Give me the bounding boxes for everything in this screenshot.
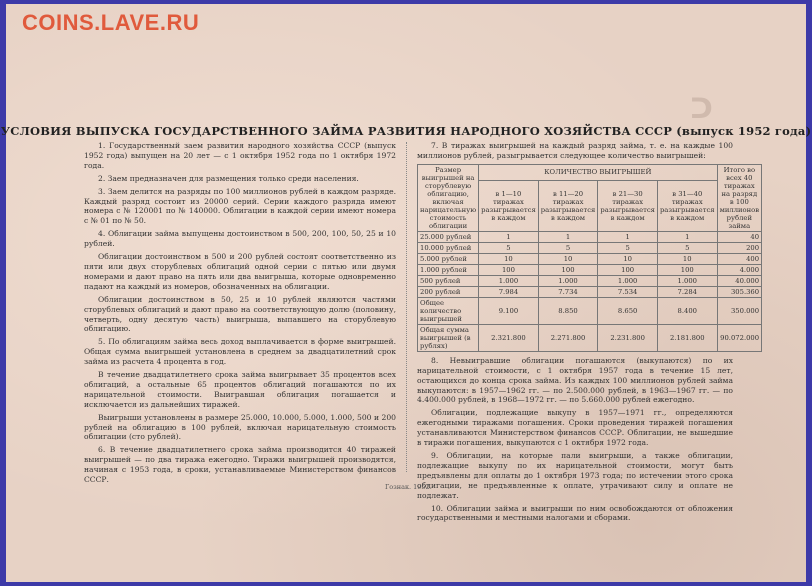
table-header-cell: в 31—40 тиражах разыгрывается в каждом	[657, 180, 717, 231]
table-cell: 1.000 рублей	[418, 264, 479, 275]
table-cell: 8.850	[538, 297, 598, 324]
table-cell: 25.000 рублей	[418, 231, 479, 242]
table-cell: 5	[598, 242, 658, 253]
faded-stamp-mark: ᑐ	[690, 92, 713, 125]
paragraph: 9. Облигации, на которые пали выигрыши, а также облигации, подлежащие выкупу по их нарицательной стоимости, могут быть предъявлены для оплаты до 1 октября 1973 года; по истечении этого срока облигации, не предъявленные к оплате, утрачивают силу и оплате не подлежат.	[417, 450, 733, 500]
watermark: COINS.LAVE.RU	[22, 10, 200, 35]
table-header-cell: КОЛИЧЕСТВО ВЫИГРЫШЕЙ	[479, 164, 717, 180]
table-cell: 200	[717, 242, 762, 253]
table-header-cell: Итого во всех 40 тиражах на разряд в 100 миллионов рублей займа	[717, 164, 762, 231]
column-divider	[406, 142, 407, 472]
table-cell: 10	[657, 253, 717, 264]
table-cell: 5	[479, 242, 539, 253]
table-header-row	[418, 164, 762, 180]
table-cell: 100	[657, 264, 717, 275]
winnings-table	[417, 164, 762, 352]
table-row	[418, 242, 762, 253]
table-header-cell: в 21—30 тиражах разыгрывается в каждом	[598, 180, 658, 231]
paragraph: 6. В течение двадцатилетнего срока займа производится 40 тиражей выигрышей — по два тиража ежегодно. Тиражи выигрышей производятся, начиная с 1953 года, в сроки, устанавливаемые Министерством финансов СССР.	[84, 445, 396, 485]
table-cell: 7.984	[479, 286, 539, 297]
table-row	[418, 286, 762, 297]
paragraph: Облигации достоинством в 50, 25 и 10 рублей являются частями сторублевых облигаций и дают право на соответствующую долю (половину, четверть, одну десятую часть) выигрыша, выпавшего на сторублевую облигацию.	[84, 294, 396, 334]
table-total-row	[418, 297, 762, 324]
table-cell: 200 рублей	[418, 286, 479, 297]
table-cell: 5	[538, 242, 598, 253]
table-cell: 7.284	[657, 286, 717, 297]
printer-footnote: Гознак. 1952.	[385, 483, 432, 491]
table-cell: 40.000	[717, 275, 762, 286]
paragraph: 4. Облигации займа выпущены достоинством в 500, 200, 100, 50, 25 и 10 рублей.	[84, 229, 396, 249]
paragraph: 3. Заем делится на разряды по 100 миллионов рублей в каждом разряде. Каждый разряд состоит из 20000 серий. Серии каждого разряда имеют номера с № 120001 по № 140000. Облигации в каждой серии имеют номера с № 01 по № 50.	[84, 186, 396, 226]
table-cell: 400	[717, 253, 762, 264]
paragraph: 5. По облигациям займа весь доход выплачивается в форме выигрышей. Общая сумма выигрышей установлена в среднем за двадцатилетний срок займа из расчета 4 процента в год.	[84, 337, 396, 367]
table-cell: 9.100	[479, 297, 539, 324]
table-cell: 100	[538, 264, 598, 275]
table-cell: 1.000	[538, 275, 598, 286]
table-cell: 500 рублей	[418, 275, 479, 286]
table-cell: 10	[479, 253, 539, 264]
paragraph: Облигации, подлежащие выкупу в 1957—1971 гг., определяются ежегодными тиражами погашения. Сроки проведения тиражей погашения устанавливаются Министерством финансов СССР. Облигации, не вышедшие в тиражи погашения, выкупаются с 1 октября 1972 года.	[417, 408, 733, 448]
table-cell: 2.231.800	[598, 324, 658, 351]
paragraph: 8. Невыигравшие облигации погашаются (выкупаются) по их нарицательной стоимости, с 1 октября 1957 года в течение 15 лет, остающихся до конца срока займа. Из каждых 100 миллионов рублей займа выкупаются: в 1957—1962 гг. — по 2.500.000 рублей, в 1963—1967 гг. — по 4.400.000 рублей, в 1968—1972 гг. — по 5.660.000 рублей ежегодно.	[417, 355, 733, 405]
table-cell: 5.000 рублей	[418, 253, 479, 264]
table-cell: 10	[598, 253, 658, 264]
table-total-row	[418, 324, 762, 351]
table-cell: 1.000	[479, 275, 539, 286]
table-cell: 8.400	[657, 297, 717, 324]
paragraph: 10. Облигации займа и выигрыши по ним освобождаются от обложения государственными и местными налогами и сборами.	[417, 503, 733, 523]
table-cell: 350.000	[717, 297, 762, 324]
table-row	[418, 264, 762, 275]
table-cell: 100	[598, 264, 658, 275]
paragraph: Выигрыши установлены в размере 25.000, 10.000, 5.000, 1.000, 500 и 200 рублей на облигацию в 100 рублей, включая нарицательную стоимость облигации (сто рублей).	[84, 412, 396, 442]
paragraph: 2. Заем предназначен для размещения только среди населения.	[98, 173, 359, 183]
table-header-cell: в 1—10 тиражах разыгрывается в каждом	[479, 180, 539, 231]
table-cell: Общая сумма выигрышей (в рублях)	[418, 324, 479, 351]
table-cell: 90.072.000	[717, 324, 762, 351]
page-title: УСЛОВИЯ ВЫПУСКА ГОСУДАРСТВЕННОГО ЗАЙМА РАЗВИТИЯ НАРОДНОГО ХОЗЯЙСТВА СССР (выпуск 1952 года)	[0, 124, 812, 138]
table-cell: 40	[717, 231, 762, 242]
table-cell: 4.000	[717, 264, 762, 275]
paragraph: В течение двадцатилетнего срока займа выигрывает 35 процентов всех облигаций, а остальные 65 процентов облигаций погашаются по их нарицательной стоимости. Выигравшая облигация погашается и исключается из дальнейших тиражей.	[84, 370, 396, 409]
table-cell: 1.000	[657, 275, 717, 286]
table-cell: 10.000 рублей	[418, 242, 479, 253]
table-header-cell: Размер выигрышей на сторублевую облигацию, включая нарицательную стоимость облигации	[418, 164, 479, 231]
table-cell: 8.650	[598, 297, 658, 324]
table-row	[418, 253, 762, 264]
paragraph: 7. В тиражах выигрышей на каждый разряд займа, т. е. на каждые 100 миллионов рублей, разыгрывается следующее количество выигрышей:	[417, 141, 733, 160]
table-row	[418, 275, 762, 286]
table-cell: 1	[538, 231, 598, 242]
table-cell: 305.360	[717, 286, 762, 297]
table-cell: 7.534	[598, 286, 658, 297]
table-cell: 5	[657, 242, 717, 253]
table-cell: Общее количество выигрышей	[418, 297, 479, 324]
paragraph: 1. Государственный заем развития народного хозяйства СССР (выпуск 1952 года) выпущен на 20 лет — с 1 октября 1952 года по 1 октября 1972 года.	[84, 141, 396, 170]
table-cell: 1.000	[598, 275, 658, 286]
table-header-cell: в 11—20 тиражах разыгрывается в каждом	[538, 180, 598, 231]
table-cell: 2.271.800	[538, 324, 598, 351]
left-column	[84, 141, 396, 488]
table-cell: 100	[479, 264, 539, 275]
table-cell: 2.181.800	[657, 324, 717, 351]
table-cell: 1	[598, 231, 658, 242]
table-cell: 2.321.800	[479, 324, 539, 351]
table-cell: 1	[657, 231, 717, 242]
table-cell: 10	[538, 253, 598, 264]
table-cell: 7.734	[538, 286, 598, 297]
table-row	[418, 231, 762, 242]
right-column	[417, 141, 760, 526]
paragraph: Облигации достоинством в 500 и 200 рублей состоят соответственно из пяти или двух сторублевых облигаций одной серии с пятью или двумя номерами и дают право на пять или два выигрыша, которые одновременно падают на каждый из номеров, обозначенных на облигации.	[84, 252, 396, 291]
table-cell: 1	[479, 231, 539, 242]
